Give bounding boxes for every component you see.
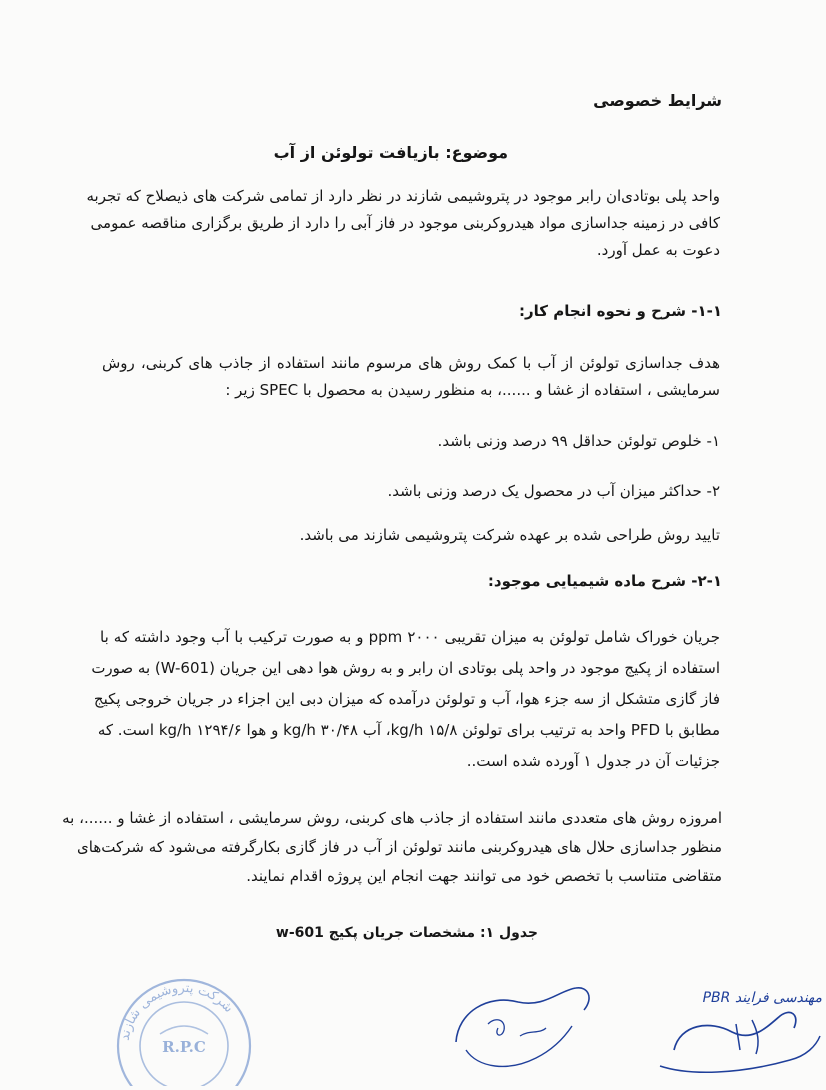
intro-paragraph — [86, 183, 720, 264]
table-caption: جدول ۱: مشخصات جریان پکیج w-601 — [275, 925, 538, 941]
spec-item-1: ۱- خلوص تولوئن حداقل ۹۹ درصد وزنی باشد. — [437, 432, 720, 450]
section-1-paragraph — [102, 350, 720, 404]
signature-left-graphic — [448, 972, 598, 1076]
signature-right-label: PBR مهندسی فرایند — [702, 990, 822, 1006]
intro-line: کافی در زمینه جداسازی مواد هیدروکربنی موجود در فاز آبی را دارد از طریق برگزاری مناقصه عمومی — [90, 214, 720, 232]
intro-line: واحد پلی بوتادی‌ان رابر موجود در پتروشیمی شازند در نظر دارد از تمامی شرکت های ذیصلاح که تجربه — [86, 187, 720, 205]
approval-note: تایید روش طراحی شده بر عهده شرکت پتروشیمی شازند می باشد. — [299, 526, 720, 544]
section-3-line: امروزه روش های متعددی مانند استفاده از جاذب های کربنی، روش سرمایشی ، استفاده از غشا و ......، به — [62, 809, 722, 827]
section-1-line: سرمایشی ، استفاده از غشا و ......، به منظور رسیدن به محصول با SPEC زیر : — [225, 381, 720, 399]
seal-graphic — [108, 966, 258, 1086]
section-2-line: مطابق با PFD واحد به ترتیب برای تولوئن ۱۵/۸ kg/h، آب ۳۰/۴۸ kg/h و هوا ۱۲۹۴/۶ kg/h است. که — [97, 721, 720, 739]
section-1-heading: ۱-۱- شرح و نحوه انجام کار: — [518, 302, 722, 320]
spec-item-2: ۲- حداکثر میزان آب در محصول یک درصد وزنی باشد. — [387, 482, 720, 500]
section-3-line: منظور جداسازی حلال های هیدروکربنی مانند تولوئن از آب در فاز گازی بکارگرفته می‌شود که شرکت‌های — [77, 838, 722, 856]
section-1-line: هدف جداسازی تولوئن از آب با کمک روش های مرسوم مانند استفاده از جاذب های کربنی، روش — [102, 354, 720, 372]
section-3-paragraph — [62, 804, 722, 891]
section-2-heading: ۲-۱- شرح ماده شیمیایی موجود: — [487, 572, 722, 590]
document-subject: موضوع: بازیافت تولوئن از آب — [273, 143, 508, 162]
document-title: شرایط خصوصی — [593, 91, 722, 110]
section-2-line: استفاده از پکیج موجود در واحد پلی بوتادی ان رابر و به روش هوا دهی این جریان (W-601) به صورت — [91, 659, 720, 677]
signature-right — [640, 980, 826, 1076]
seal-abbr: R.P.C — [162, 1038, 206, 1056]
seal-text: شرکت پتروشیمی شازند — [117, 980, 237, 1042]
section-2-line: جزئیات آن در جدول ۱ آورده شده است.. — [466, 752, 720, 770]
intro-line: دعوت به عمل آورد. — [596, 241, 720, 259]
section-3-line: متقاضی متناسب با تخصص خود می توانند جهت انجام این پروژه اقدام نمایند. — [246, 867, 722, 885]
section-2-line: جریان خوراک شامل تولوئن به میزان تقریبی ۲۰۰۰ ppm و به صورت ترکیب با آب وجود داشته که با — [100, 628, 720, 646]
company-seal — [108, 966, 258, 1086]
signature-left — [448, 972, 598, 1076]
signature-right-graphic — [640, 980, 826, 1076]
section-2-line: فاز گازی متشکل از سه جزء هوا، آب و تولوئن درآمده که میزان دبی این اجزاء در جریان خروجی پکیج — [93, 690, 720, 708]
section-2-paragraph — [91, 622, 720, 777]
